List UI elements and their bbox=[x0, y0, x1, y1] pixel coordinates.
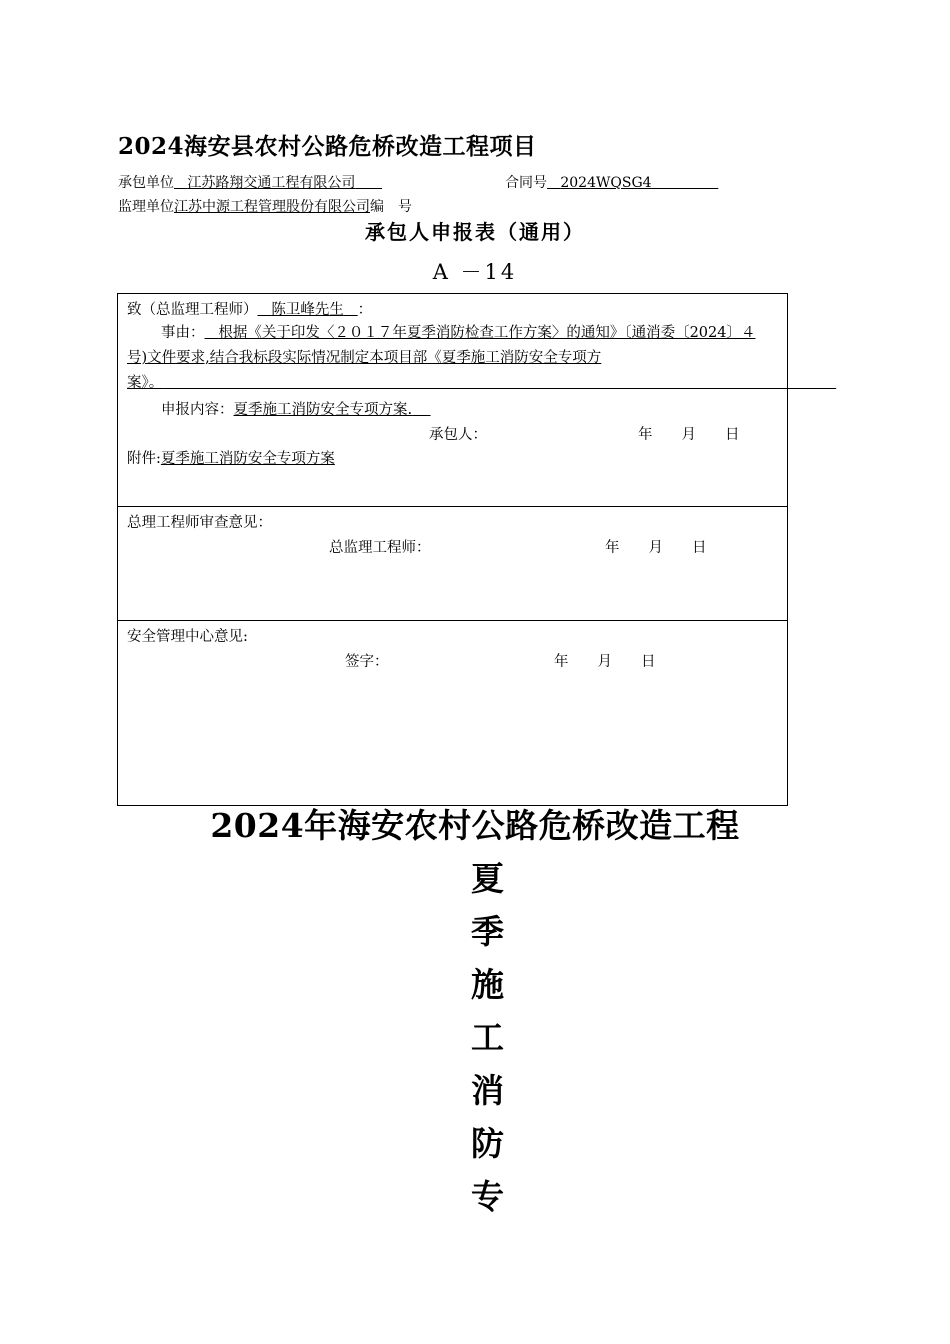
attachment-value: 夏季施工消防安全专项方案 bbox=[160, 451, 335, 467]
cover-vertical-char: 工 bbox=[471, 1018, 504, 1057]
supervisor-value: 江苏中源工程管理股份有限公司 bbox=[174, 199, 370, 215]
safety-signer-label: 签字： bbox=[345, 654, 389, 670]
contractor-label: 承包单位 bbox=[118, 175, 174, 191]
supervisor-label: 监理单位 bbox=[118, 199, 174, 215]
form-code: A －14 bbox=[432, 260, 518, 284]
cover-vertical-char: 消 bbox=[471, 1071, 504, 1110]
recipient-line: 致（总监理工程师） 陈卫峰先生 ： bbox=[127, 302, 373, 318]
cover-vertical-char: 专 bbox=[471, 1177, 504, 1216]
reason-paragraph bbox=[127, 321, 772, 396]
chief-signer-label: 总监理工程师： bbox=[329, 540, 431, 556]
content-line bbox=[161, 398, 431, 419]
contract-no-line bbox=[505, 172, 718, 192]
safety-sign-date: 年 月 日 bbox=[554, 654, 656, 670]
safety-center-section bbox=[117, 620, 788, 806]
chief-sign-date: 年 月 日 bbox=[605, 540, 707, 556]
project-title: 2024海安县农村公路危桥改造工程项目 bbox=[118, 133, 537, 160]
cover-vertical-char: 夏 bbox=[471, 859, 504, 898]
safety-opinion-label: 安全管理中心意见: bbox=[127, 629, 248, 645]
cover-vertical-char: 防 bbox=[471, 1124, 504, 1163]
contract-no-value: 2024WQSG4 bbox=[560, 175, 652, 191]
contractor-signer-label: 承包人： bbox=[429, 427, 487, 443]
content-label: 申报内容： bbox=[161, 402, 234, 418]
attachment-line bbox=[127, 447, 335, 468]
contractor-line bbox=[118, 172, 382, 192]
application-section bbox=[117, 293, 788, 507]
cover-vertical-char: 季 bbox=[471, 912, 504, 951]
content-value: 夏季施工消防安全专项方案. bbox=[233, 402, 413, 418]
chief-review-label: 总理工程师审查意见： bbox=[127, 515, 272, 531]
chief-engineer-review-section bbox=[117, 506, 788, 621]
form-title: 承包人申报表（通用） bbox=[365, 220, 585, 244]
supervisor-line bbox=[118, 196, 412, 216]
recipient-label: 致（总监理工程师） bbox=[127, 302, 258, 318]
serial-label: 编 号 bbox=[370, 199, 412, 215]
contract-no-label: 合同号 bbox=[505, 175, 547, 191]
attachment-label: 附件: bbox=[127, 451, 161, 467]
reason-text: 根据《关于印发〈２０１７年夏季消防检查工作方案〉的通知》〔通消委〔2024〕４号)文件要求,结合我标段实际情况制定本项目部《夏季施工消防安全专项方案》。 bbox=[127, 325, 756, 391]
contractor-value: 江苏路翔交通工程有限公司 bbox=[187, 175, 356, 191]
recipient-value: 陈卫峰先生 bbox=[271, 302, 344, 318]
cover-title: 2024年海安农村公路危桥改造工程 bbox=[210, 806, 740, 845]
contractor-sign-date: 年 月 日 bbox=[638, 427, 740, 443]
cover-vertical-char: 施 bbox=[471, 965, 504, 1004]
reason-label: 事由： bbox=[161, 325, 205, 341]
